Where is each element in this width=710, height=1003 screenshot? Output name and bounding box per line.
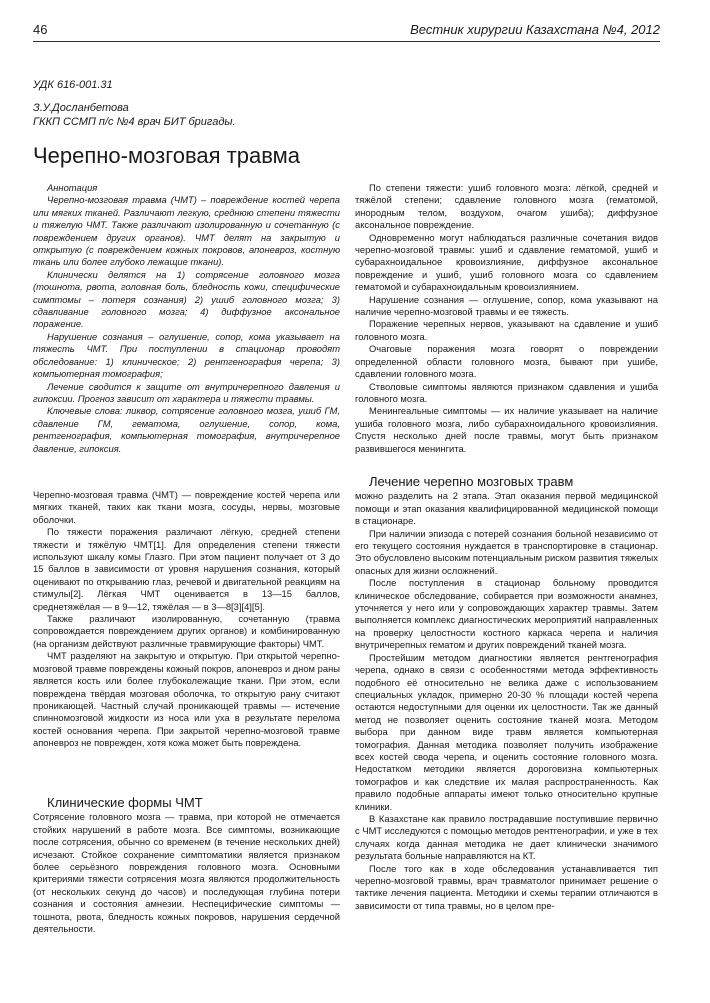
- body-paragraph: Сотрясение головного мозга — травма, при которой не отмечается стойких нарушений в работе мозга. Все симптомы, возникающие после сотрясения, обычно со временем (в течение нескольких дней) исчезают. Стойкое сохранение симптоматики является признаком более серьёзного повреждения головного мозга. Основными критериями тяжести сотрясения мозга являются продолжительность (от нескольких секунд до часов) и последующая глубина потери сознания и состояния амнезии. Неспецифические симптомы — тошнота, рвота, бледность кожных покровов, нарушения сердечной деятельности.: [33, 811, 340, 935]
- abstract-paragraph: Нарушение сознания – оглушение, сопор, кома указывает на тяжесть ЧМТ. При поступлении в стационар проводят обследование: 1) клиническое; 2) рентгенография черепа; 3) компьютерная томография;: [33, 330, 340, 380]
- body-paragraph: После того как в ходе обследования устанавливается тип черепно-мозговой травмы, врач травматолог принимает решение о тактике лечения пациента. Методики и схемы терапии отличаются в зависимости от типа травмы, но в целом пре-: [355, 862, 658, 911]
- body-paragraph: Стволовые симптомы являются признаком сдавления и ушиба головного мозга.: [355, 380, 658, 404]
- abstract-paragraph: Клинически делятся на 1) сотрясение головного мозга (тошнота, рвота, головная боль, бледность кожи, специфические симптомы – потеря сознания) 2) ушиб головного мозга; 3) сдавливание головного мозга; 4) диффузное аксональное поражение.: [33, 268, 340, 330]
- body-paragraph: ЧМТ разделяют на закрытую и открытую. При открытой черепно-мозговой травме повреждены кожный покров, апоневроз и дном раны является кость или более глубоколежащие ткани. При этом, если повреждена твёрдая мозговая оболочка, то открытую рану считают проникающей. Частный случай проникающей травмы — истечение спинномозговой жидкости из носа или уха в результате перелома костей основания черепа. При закрытой черепно-мозговой травме апоневроз не поврежден, хотя кожа может быть повреждена.: [33, 650, 340, 749]
- body-paragraph: Нарушение сознания — оглушение, сопор, кома указывают на наличие черепно-мозговой травмы и ее тяжесть.: [355, 293, 658, 318]
- abstract: [33, 182, 340, 455]
- body-paragraph: При наличии эпизода с потерей сознания больной независимо от его текущего состояния нуждается в транспортировке в стационар. Это обусловлено высоким потенциальным риском развития тяжелых опасных для жизни осложнений.: [355, 527, 658, 576]
- body-paragraph: Простейшим методом диагностики является рентгенография черепа, однако в связи с особенностями метода эффективность подобного её относительно не велика даже с использованием специальных укладок, примерно 20-30 % площади костей черепа остаются недоступными для оценки их целостности. Так же данный метод не позволяет оценить состояние тканей мозга. Методом выбора при данном виде травм является компьютерная томография. Данная методика позволяет получить изображение всех костей свода черепа, и оценить состояние головного мозга. Недостатком методики является дороговизна компьютерных томографов и как следствие их малая распространенность. Как правило подобные аппараты имеют только относительно крупные клиники.: [355, 651, 658, 812]
- body-paragraph: По степени тяжести: ушиб головного мозга: лёгкой, средней и тяжёлой степени; сдавление головного мозга (гематомой, инородным телом, воздухом, очагом ушиба); диффузное аксональное повреждение.: [355, 182, 658, 231]
- body-paragraph: можно разделить на 2 этапа. Этап оказания первой медицинской помощи и этап оказания квалифицированной медицинской помощи в стационаре.: [355, 490, 658, 527]
- header-rule: [33, 41, 660, 42]
- body-paragraph: После поступления в стационар больному проводится клиническое обследование, собирается при возможности анамнез, уточняется у него или у сопровождающих характер травмы. Затем выполняется комплекс диагностических мероприятий направленных на проверку целостности костного каркаса черепа и наличия внутричерепных гематом и других повреждений тканей мозга.: [355, 577, 658, 651]
- author-name: З.У.Досланбетова: [33, 102, 129, 114]
- abstract-paragraph: Черепно-мозговая травма (ЧМТ) – повреждение костей черепа или мягких тканей. Различают легкую, среднюю степени тяжести и тяжелую ЧМТ. Также различают изолированную и сочетанную (с повреждением других органов). ЧМТ делят на закрытую и открытую (с повреждением кожных покровов, апоневроз, костную ткань или более глубоко лежащие ткани).: [33, 194, 340, 268]
- abstract-heading: Аннотация: [47, 182, 98, 193]
- body-paragraph: В Казахстане как правило пострадавшие поступившие первично с ЧМТ исследуются с помощью методов рентгенографии, и уже в тех случаях когда данная методика не дает клинически значимого результата больные направляются на КТ.: [355, 812, 658, 862]
- left-column: [33, 182, 340, 455]
- page-number: 46: [33, 22, 48, 37]
- author-affiliation: ГККП ССМП п/с №4 врач БИТ бригады.: [33, 116, 236, 128]
- section-heading: Клинические формы ЧМТ: [47, 795, 203, 810]
- abstract-keywords: Ключевые слова: ликвор, сотрясение головного мозга, ушиб ГМ, сдавление ГМ, гематома, оглушение, сопор, кома, рентгенография, компьютерная томография, внутричерепное давление, гипоксия.: [33, 405, 340, 454]
- body-paragraph: Менингеальные симптомы — их наличие указывает на наличие ушиба головного мозга, либо субарахноидального кровоизлияния. Спустя несколько дней после травмы, могут быть признаком развившегося менингита.: [355, 405, 658, 454]
- udk-code: УДК 616-001.31: [33, 79, 113, 91]
- section-clinical-forms: [33, 797, 340, 935]
- left-body: [33, 489, 340, 750]
- abstract-paragraph: Лечение сводится к защите от внутричерепного давления и гипоксии. Прогноз зависит от характера и тяжести травмы.: [33, 380, 340, 404]
- body-paragraph: Черепно-мозговая травма (ЧМТ) — повреждение костей черепа или мягких тканей, таких как ткани мозга, сосуды, нервы, мозговые оболочки.: [33, 489, 340, 525]
- body-paragraph: Также различают изолированную, сочетанную (травма сопровождается повреждением других органов) и комбинированную (на организм действуют различные травмирующие факторы) ЧМТ.: [33, 613, 340, 649]
- author-block: [33, 101, 236, 129]
- body-paragraph: Поражение черепных нервов, указывают на сдавление и ушиб головного мозга.: [355, 318, 658, 342]
- body-paragraph: По тяжести поражения различают лёгкую, средней степени тяжести и тяжёлую ЧМТ[1]. Для определения степени тяжести используют шкалу комы Глазго. При этом пациент получает от 3 до 15 баллов в зависимости от уровня нарушения сознания, который оценивают по открыванию глаз, речевой и двигательной реакциям на стимулы[2]. Лёгкая ЧМТ оценивается в 13—15 баллов, среднетяжёлая — в 9—12, тяжёлая — в 3—8[3][4][5].: [33, 526, 340, 612]
- body-paragraph: Одновременно могут наблюдаться различные сочетания видов черепно-мозговой травмы: ушиб и сдавление гематомой, ушиб и субарахноидальное кровоизлияние, диффузное аксональное повреждение и ушиб, ушиб головного мозга со сдавлением гематомой и субарахноидальным кровоизлиянием.: [355, 231, 658, 293]
- section-treatment: [355, 476, 658, 912]
- journal-title: Вестник хирургии Казахстана №4, 2012: [410, 22, 660, 37]
- article-title: Черепно-мозговая травма: [33, 143, 301, 168]
- body-paragraph: Очаговые поражения мозга говорят о повреждении определенной области головного мозга, бывают при ушибе, сдавлении головного мозга.: [355, 343, 658, 380]
- section-heading: Лечение черепно мозговых травм: [369, 474, 574, 489]
- right-column: [355, 182, 658, 455]
